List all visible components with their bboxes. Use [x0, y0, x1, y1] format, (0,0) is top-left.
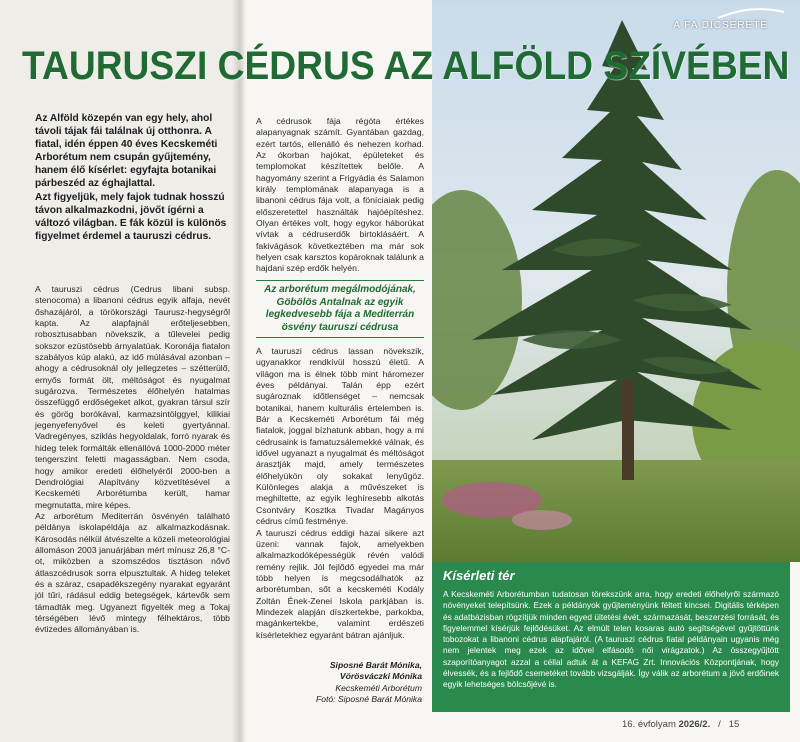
page-number: 15 [728, 719, 740, 730]
pull-quote: Az arborétum megálmodójának, Göbölös Antalnak az egyik legkedvesebb fája a Mediterrán ösvény tauruszi cédrusa [256, 280, 424, 338]
col1-paragraph-2: Az arborétum Mediterrán ösvényén található példánya iskolapéldája az alkalmazkodásnak. Károsodás nélkül átvészelte a közeli meteorológiai állomáson 2003 januárjában mért mínusz 26,8 °C-ot, miközben a szomszédos tisztáson nővő átlaszcédrusok sorra elpusztultak. A hideg teleket és a száraz, csapadékszegény nyarakat egyaránt jól tűri, rádásul eddig betegségek, kártevők sem támadták meg. Ugyanezt figyelték meg a Tokaj térségében lévő mintegy félhektáros, több évtizedes állományában is. [35, 510, 230, 635]
lead-text-1: Az Alföld közepén van egy hely, ahol távoli tájak fái találnak új otthonra. A fiatal, idén éppen 40 éves Kecskeméti Arborétum nem csupán gyűjtemény, hanem élő kísérlet: egyfajta botanikai párbeszéd az éghajlattal. [35, 113, 218, 190]
body-column-1 [35, 284, 230, 636]
page-gutter [232, 0, 246, 742]
author-2: Vörösváczki Mónika [339, 671, 422, 682]
section-label: A FA DÍCSÉRETE [673, 20, 768, 31]
swoosh-ornament [716, 6, 786, 20]
page-footer [622, 719, 739, 730]
author-organization: Kecskeméti Arborétum [335, 682, 422, 693]
col2-paragraph-2: A tauruszi cédrus lassan növekszik, ugyanakkor rendkívül hosszú életű. A világon ma is élnek több mint háromezer éves példányai. Talán épp ezért sugároznak időtlenséget – nemcsak botanikai, hanem kulturális értelemben is. Bár a Kecskeméti Arborétum fái még fiatalok, joggal bízhatunk abban, hogy a mi cédrusaink is famatuzsálemekké válnak, és idővel ugyanazt a nyugalmat és méltóságot árasztják majd, amely természetes élőhelyükön oly sokakat lenyűgöz. Különleges alakja a művészeket is meghiltette, az egyik leghíresebb alkotás Csontváry Kosztka Tivadar Magányos cédrus című festménye. [256, 346, 424, 527]
sidebar-box-title: Kísérleti tér [443, 568, 515, 583]
sidebar-box-body [443, 589, 779, 691]
col2-paragraph-1: A cédrusok fája régóta értékes alapanyagnak számít. Gyantában gazdag, ezért tartós, ellenálló és nehezen korhad. Az ókorban hajókat, épületeket és templomokat készítettek belőle. A hagyomány szerint a Frigyádia és Salamon király templomának alapanyaga is a libanoni cédrus fája volt, a föníciaiak pedig előszeretettel használták hajóépítéshez. Olyan értékes volt, hogy egykor háborúkat vívtak a cédruserdők birtoklásáért. A fakivágások következtében ma már sok helyen csak karsztos kopároknak találunk a hajdani szép erdők helyén. [256, 116, 424, 274]
photo-credit: Fotó: Siposné Barát Mónika [315, 694, 422, 705]
footer-volume: 16. évfolyam [622, 719, 676, 730]
author-credits [312, 660, 422, 706]
lead-paragraph [35, 112, 230, 243]
col2-paragraph-3: A tauruszi cédrus eddigi hazai sikere azt üzeni: vannak fajok, amelyekben alkalmazkodóképességük révén valódi remény rejlik. Jól fejlődő egyedei ma már több helyen is megcsodálhatók az arborétumban, sőt a kecskeméti Kodály Zoltán Ének-Zenei Iskola parkjában is. Mindezek alapján díszkertekbe, parkokba, magánkertekbe, valamint erdészeti kísérletekhez egyaránt bátran ajánljuk. [256, 527, 424, 640]
body-column-2-top [256, 116, 424, 275]
author-1: Siposné Barát Mónika, [329, 660, 422, 670]
page-title: TAURUSZI CÉDRUS AZ ALFÖLD SZÍVÉBEN [22, 44, 790, 88]
lead-text-2: Azt figyeljük, mely fajok tudnak hosszú távon alkalmazkodni, jövőt ígérni a változó világban. E fák közül is különös figyelmet érdemel a tauruszi cédrus. [35, 191, 227, 242]
footer-issue: 2026/2. [678, 719, 711, 730]
col1-paragraph-1: A tauruszi cédrus (Cedrus libani subsp. stenocoma) a libanoni cédrus egyik alfaja, nevét őshazájáról, a törökországi Taurusz-hegységről kapta. Az alapfajnál erőteljesebben, robosztusabban növekszik, a tűlevelei pedig sokszor ezüstösebb árnyalatúak. Koronája fiatalon szabályos kúp alakú, az idő múlásával azonban – ahogy a cédrusoknál oly jellegzetes – szétterülő, ernyős formát ölt, méltóságot és nyugalmat sugározva. Természetes élőhelyén hatalmas összefüggő erdőségeket alkot, gyakran társul szír és görög borókával, karmazsintölggyel, kilikiai jegenyefenyővel és keleti gyertyánnal. Vadregényes, sziklás hegyoldalak, forró nyarak és hideg telek formálták ellenállóvá 1000-2000 méter tengerszint feletti magasságban. Nem csoda, hogy amikor eredeti élőhelyéről 2000-ben a Dendrológiai Alapítvány közvetítésével a Kecskeméti Arborétumba került, hamar megmutatta, mire képes. [35, 284, 230, 510]
sidebar-box-text: A Kecskeméti Arborétumban tudatosan törekszünk arra, hogy eredeti élőhelyről származó növényeket telepítsünk. Ezek a példányok gyűjteményünk féltett kincsei. Digitális térképen és adatbázisban rögzítjük minden egyed ültetési évét, származását, beszerzési forrását, és figyelemmel kísérjük fejlődésüket. Az elmúlt telen kosaras autó segítségével gyűjtöttünk tobozokat a libanoni cédrus alapfajáról. (A tauruszi cédrus fiatal példányain ugyanis még nem jelentek meg ezek az idővel elfásodó női virágzatok.) Az összegyűjtött szaporítóanyagot azzal a céllal adtuk át a KEFAG Zrt. Innovációs Központjának, hogy élvessék, és a fejlődő csemetéket tovább vizsgálják. Így válik az arborétum a jövő erdőinek egyik lehetséges bölcsőjévé is. [443, 589, 779, 690]
footer-separator: / [718, 719, 721, 730]
sidebar-box [432, 562, 790, 712]
body-column-2-bottom [256, 346, 424, 641]
